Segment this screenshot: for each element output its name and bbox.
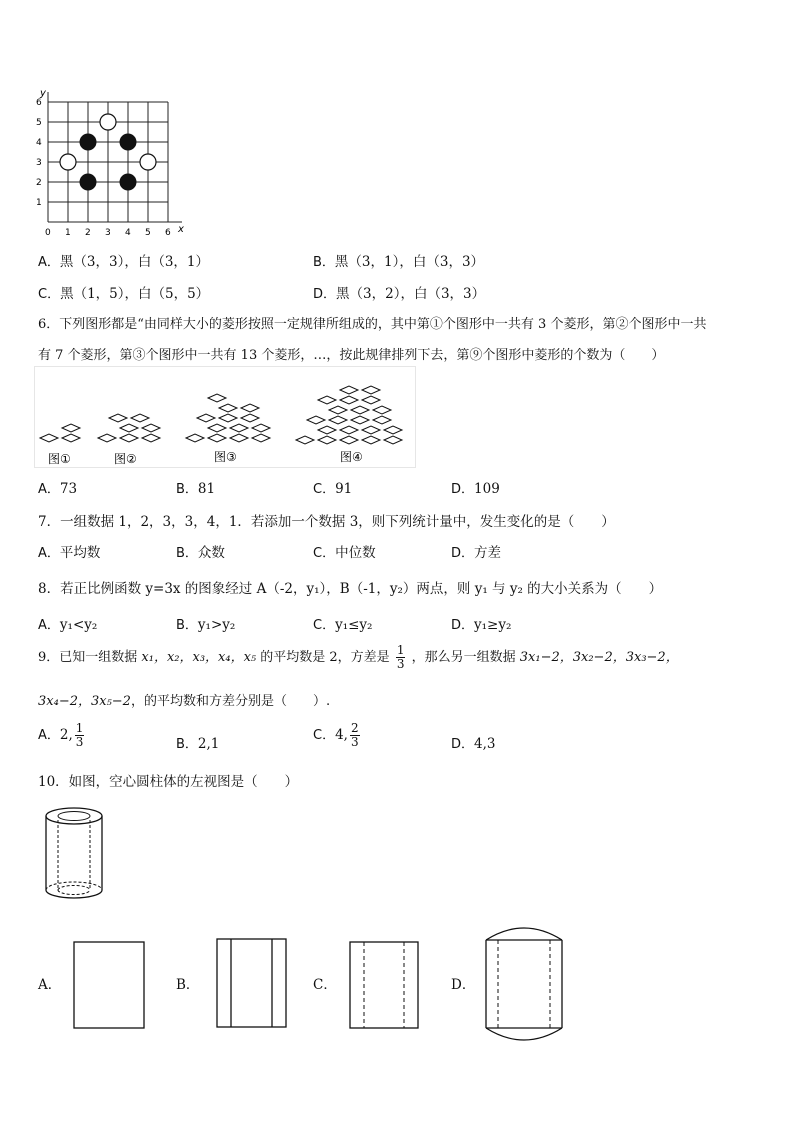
hollow-cylinder-figure — [40, 802, 110, 906]
y-tick-label: 6 — [36, 98, 42, 108]
rhombus — [318, 396, 336, 404]
rhombus — [98, 434, 116, 442]
white-stone — [100, 114, 116, 130]
x-tick-label: 3 — [105, 228, 111, 237]
rhombus — [384, 436, 402, 444]
rhombus — [329, 406, 347, 414]
rhombus — [340, 426, 358, 434]
rhombus — [373, 416, 391, 424]
figure-label-3: 图③ — [214, 450, 237, 464]
q10-option-a-label[interactable]: A． — [38, 977, 62, 993]
q9-variance-fraction: $\frac{1}{3}$ — [396, 643, 405, 671]
q10-option-c-label[interactable]: C． — [313, 977, 337, 993]
y-tick-label: 2 — [36, 178, 42, 188]
q7-option-a[interactable]: A．平均数 — [38, 545, 101, 561]
q8-option-a[interactable]: A．y₁<y₂ — [38, 617, 98, 633]
q10-option-c-figure[interactable] — [348, 940, 422, 1032]
rhombus — [340, 396, 358, 404]
figure-label-4: 图④ — [340, 450, 363, 464]
rhombus — [186, 434, 204, 442]
black-stone — [80, 134, 96, 150]
q10-option-d-label[interactable]: D． — [451, 977, 476, 993]
y-tick-label: 5 — [36, 118, 42, 128]
rhombus — [208, 424, 226, 432]
rhombus — [142, 434, 160, 442]
q8-option-d[interactable]: D．y₁≥y₂ — [451, 617, 512, 633]
x-tick-label: 1 — [65, 228, 71, 237]
rhombus — [296, 436, 314, 444]
q9-option-a[interactable]: A．2, $\frac{1}{3}$ — [38, 721, 84, 749]
rhombus — [120, 434, 138, 442]
q10-stem: 10．如图，空心圆柱体的左视图是（ ） — [38, 774, 299, 790]
rhombus — [208, 394, 226, 402]
white-stone — [60, 154, 76, 170]
q6-option-b[interactable]: B．81 — [176, 481, 216, 497]
rhombus — [230, 434, 248, 442]
q6-option-a[interactable]: A．73 — [38, 481, 78, 497]
rhombus — [351, 406, 369, 414]
rhombus — [40, 434, 58, 442]
q5-option-b[interactable]: B．黑（3，1），白（3，3） — [313, 254, 485, 270]
q5-option-a[interactable]: A．黑（3，3），白（3，1） — [38, 254, 210, 270]
rhombus — [318, 426, 336, 434]
rhombus — [208, 434, 226, 442]
rhombus — [318, 436, 336, 444]
q8-stem: 8．若正比例函数 y=3x 的图象经过 A（-2，y₁），B（-1，y₂）两点，则 y₁ 与 y₂ 的大小关系为（ ） — [38, 581, 663, 597]
coordinate-grid-figure — [28, 82, 198, 237]
rhombus — [219, 404, 237, 412]
q9-option-d[interactable]: D．4,3 — [451, 736, 496, 752]
q10-option-b-label[interactable]: B． — [176, 977, 200, 993]
x-tick-label: 0 — [45, 228, 51, 237]
y-tick-label: 4 — [36, 138, 42, 148]
q7-option-c[interactable]: C．中位数 — [313, 545, 376, 561]
rhombus — [197, 414, 215, 422]
x-tick-label: 2 — [85, 228, 91, 237]
x-tick-label: 4 — [125, 228, 131, 237]
q9-stem-line2: 3x₄−2，3x₅−2，的平均数和方差分别是（ ）. — [38, 694, 331, 709]
figure-label-1: 图① — [48, 452, 71, 466]
rhombus — [329, 416, 347, 424]
rhombus — [120, 424, 138, 432]
rhombus — [362, 426, 380, 434]
rhombus — [62, 434, 80, 442]
y-axis-label: y — [40, 88, 46, 99]
rhombus — [307, 416, 325, 424]
rhombus — [219, 414, 237, 422]
x-axis-label: x — [178, 224, 184, 235]
q7-stem: 7．一组数据 1，2，3，3，4，1．若添加一个数据 3，则下列统计量中，发生变化的是（ ） — [38, 514, 615, 530]
rhombus — [241, 404, 259, 412]
rhombus — [351, 416, 369, 424]
q7-option-d[interactable]: D．方差 — [451, 545, 502, 561]
rhombus — [230, 424, 248, 432]
black-stone — [120, 134, 136, 150]
q5-option-c[interactable]: C．黑（1，5），白（5，5） — [38, 286, 210, 302]
q9-variables: x₁，x₂，x₃，x₄，x₅ — [141, 650, 257, 665]
rhombus — [109, 414, 127, 422]
white-stone — [140, 154, 156, 170]
q8-option-c[interactable]: C．y₁≤y₂ — [313, 617, 373, 633]
q8-option-b[interactable]: B．y₁>y₂ — [176, 617, 236, 633]
rhombus — [340, 386, 358, 394]
rhombus — [252, 424, 270, 432]
rhombus — [131, 414, 149, 422]
q5-option-d[interactable]: D．黑（3，2），白（3，3） — [313, 286, 486, 302]
rhombus — [241, 414, 259, 422]
q6-stem-line1: 6．下列图形都是“由同样大小的菱形按照一定规律所组成的，其中第①个图形中一共有 3 个菱形，第②个图形中一共 — [38, 317, 707, 332]
rhombus — [62, 424, 80, 432]
rhombus — [384, 426, 402, 434]
q6-option-d[interactable]: D．109 — [451, 481, 500, 497]
black-stone — [120, 174, 136, 190]
rhombus — [362, 386, 380, 394]
x-tick-label: 6 — [165, 228, 171, 237]
q7-option-b[interactable]: B．众数 — [176, 545, 225, 561]
rhombus — [362, 436, 380, 444]
q10-option-a-figure[interactable] — [72, 940, 148, 1032]
rhombi-group — [40, 386, 402, 444]
x-tick-label: 5 — [145, 228, 151, 237]
q9-option-c[interactable]: C．4, $\frac{2}{3}$ — [313, 721, 359, 749]
rhombus — [252, 434, 270, 442]
rhombus — [362, 396, 380, 404]
rhombus — [340, 436, 358, 444]
rhombus-pattern-figure — [34, 366, 416, 468]
rhombus — [373, 406, 391, 414]
black-stone — [80, 174, 96, 190]
q10-option-d-figure[interactable] — [482, 922, 566, 1046]
q10-option-b-figure[interactable] — [214, 936, 290, 1032]
y-tick-label: 1 — [36, 198, 42, 208]
rhombus — [142, 424, 160, 432]
q6-stem-line2: 有 7 个菱形，第③个图形中一共有 13 个菱形，…，按此规律排列下去，第⑨个图形中菱形的个数为（ ） — [38, 348, 665, 363]
y-tick-label: 3 — [36, 158, 42, 168]
q9-stem-line1: 9．已知一组数据 x₁，x₂，x₃，x₄，x₅ 的平均数是 2，方差是 $\frac{1}{3}$ ，那么另一组数据 3x₁−2，3x₂−2，3x₃−2， — [38, 643, 679, 671]
figure-label-2: 图② — [114, 452, 137, 466]
q6-option-c[interactable]: C．91 — [313, 481, 353, 497]
q9-option-b[interactable]: B．2,1 — [176, 736, 220, 752]
